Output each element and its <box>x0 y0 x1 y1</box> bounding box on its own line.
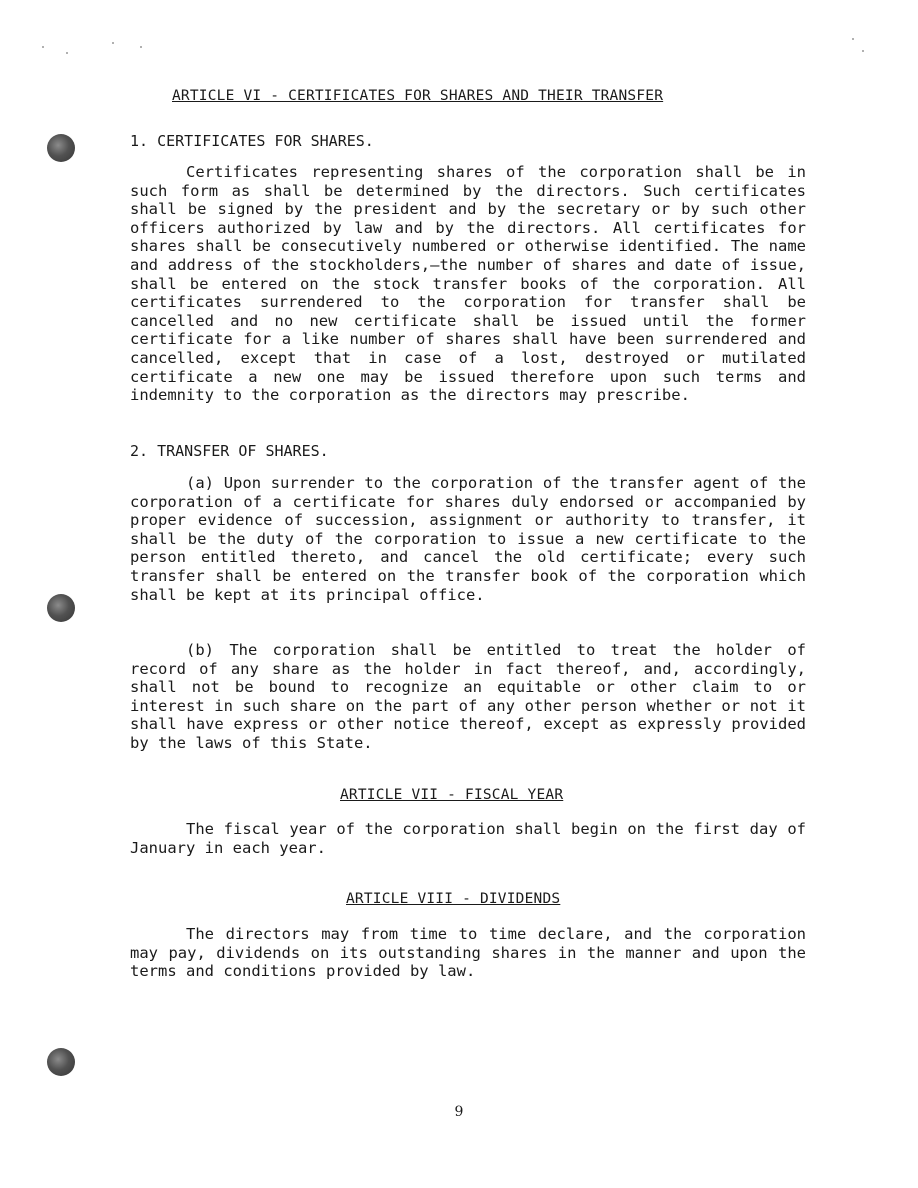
article-vii-body: The fiscal year of the corporation shall begin on the first day of January in each year. <box>130 820 806 857</box>
section-1-title: 1. CERTIFICATES FOR SHARES. <box>130 132 374 150</box>
scan-speck <box>852 38 854 40</box>
article-vii-heading: ARTICLE VII - FISCAL YEAR <box>340 787 564 803</box>
scan-speck <box>862 50 864 52</box>
scan-speck <box>140 46 142 48</box>
section-2-paragraph-b: (b) The corporation shall be entitled to treat the holder of record of any share as the holder in fact thereof, and, accordingly, shall not be bound to recognize an equitable or other claim to or interest in such share on the part of any other person whether or not it shall have express or other notice thereof, except as expressly provided by the laws of this State. <box>130 641 806 752</box>
punch-hole-top <box>47 134 75 162</box>
punch-hole-bottom <box>47 1048 75 1076</box>
article-viii-heading: ARTICLE VIII - DIVIDENDS <box>346 891 561 907</box>
scan-speck <box>66 52 68 54</box>
page-number: 9 <box>454 1104 464 1120</box>
scan-speck <box>112 42 114 44</box>
article-vi-heading: ARTICLE VI - CERTIFICATES FOR SHARES AND THEIR TRANSFER <box>172 88 664 104</box>
section-1-body: Certificates representing shares of the corporation shall be in such form as shall be determined by the directors. Such certificates shall be signed by the president and by the secretary or by such other officers authorized by law and by the directors. All certificates for shares shall be consecutively numbered or otherwise identified. The name and address of the stockholders,—the number of shares and date of issue, shall be entered on the stock transfer books of the corporation. All certificates surrendered to the corporation for transfer shall be cancelled and no new certificate shall be issued until the former certificate for a like number of shares shall have been surrendered and cancelled, except that in case of a lost, destroyed or mutilated certificate a new one may be issued therefore upon such terms and indemnity to the corporation as the directors may prescribe. <box>130 163 806 405</box>
section-2-paragraph-a: (a) Upon surrender to the corporation of the transfer agent of the corporation of a certificate for shares duly endorsed or accompanied by proper evidence of succession, assignment or authority to transfer, it shall be the duty of the corporation to issue a new certificate to the person entitled thereto, and cancel the old certificate; every such transfer shall be entered on the transfer book of the corporation which shall be kept at its principal office. <box>130 474 806 604</box>
article-viii-body: The directors may from time to time declare, and the corporation may pay, dividends on its outstanding shares in the manner and upon the terms and conditions provided by law. <box>130 925 806 981</box>
section-2-title: 2. TRANSFER OF SHARES. <box>130 442 329 460</box>
scan-speck <box>42 46 44 48</box>
punch-hole-middle <box>47 594 75 622</box>
